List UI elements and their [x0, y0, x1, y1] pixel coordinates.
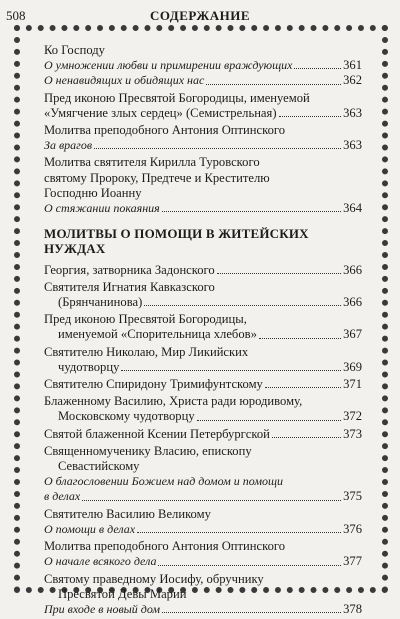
page-number-ref: 377 — [343, 554, 362, 569]
page-number-ref: 375 — [343, 489, 362, 504]
dot-leader — [217, 273, 341, 274]
entry-title-line: Святителю Николаю, Мир Ликийских — [44, 344, 249, 359]
toc-entry — [44, 507, 362, 537]
entry-title-line: Святому праведному Иосифу, обручнику — [44, 571, 264, 586]
page-number-ref: 376 — [343, 521, 362, 536]
page-number-ref: 363 — [343, 138, 362, 153]
subentry-text: О начале всякого дела — [44, 554, 157, 569]
toc-subentry-row — [44, 73, 362, 88]
page-number-ref: 361 — [343, 58, 362, 73]
toc-entry-row — [44, 377, 362, 392]
entry-text: именуемой «Спорительница хлебов» — [58, 327, 257, 342]
page-number: 508 — [6, 8, 26, 23]
subentry-text: За врагов — [44, 138, 93, 153]
toc-entry-row — [44, 409, 362, 424]
toc-entry — [44, 263, 362, 278]
page-number-ref: 366 — [343, 262, 362, 277]
entry-text: Святителю Спиридону Тримифунтскому — [44, 377, 263, 392]
entry-title-line: Молитва преподобного Антония Оптинского — [44, 539, 286, 554]
dot-leader — [144, 305, 341, 306]
dot-leader — [162, 612, 341, 613]
dot-leader — [137, 532, 341, 533]
page-number-ref: 363 — [343, 105, 362, 120]
entry-title-line: Священномученику Власию, епископу — [44, 443, 252, 458]
entry-title-line: Святителя Игнатия Кавказского — [44, 279, 215, 294]
page-header — [0, 6, 400, 26]
dot-leader — [158, 565, 341, 566]
entry-title-line: Блаженному Василию, Христа ради юродивому, — [44, 394, 303, 409]
entry-title-line: Молитва святителя Кирилла Туровского — [44, 155, 260, 170]
toc-entry-row — [44, 427, 362, 442]
toc-entry — [44, 91, 362, 121]
toc-subentry-row — [44, 138, 362, 153]
dot-leader — [272, 437, 341, 438]
page-number-ref: 362 — [343, 73, 362, 88]
toc-entry — [44, 394, 362, 424]
page-number-ref: 367 — [343, 327, 362, 342]
toc-entry — [44, 427, 362, 442]
subentry-text: О ненавидящих и обидящих нас — [44, 73, 205, 88]
dot-leader — [94, 148, 341, 149]
toc-subentry-row — [44, 201, 362, 216]
toc-entry — [44, 572, 362, 618]
dot-leader — [259, 338, 341, 339]
subentry-text: в делах — [44, 489, 81, 504]
page-number-ref: 371 — [343, 377, 362, 392]
page-number-ref: 364 — [343, 201, 362, 216]
entry-title-line: Севастийскому — [58, 459, 140, 474]
toc-entry — [44, 539, 362, 569]
page-number-ref: 372 — [343, 409, 362, 424]
entry-title-line: Молитва преподобного Антония Оптинского — [44, 123, 286, 138]
dot-leader — [294, 68, 341, 69]
page-number-ref: 378 — [343, 601, 362, 616]
section-heading: МОЛИТВЫ О ПОМОЩИ В ЖИТЕЙСКИХ НУЖДАХ — [44, 226, 309, 257]
dot-leader — [206, 84, 341, 85]
subentry-text: О умножении любви и примирении враждующих — [44, 58, 293, 73]
toc-entry — [44, 155, 362, 216]
dot-leader — [162, 211, 341, 212]
page-number-ref: 366 — [343, 295, 362, 310]
dot-leader — [197, 420, 341, 421]
table-of-contents — [44, 43, 362, 619]
toc-entry — [44, 444, 362, 505]
subentry-text: При входе в новый дом — [44, 601, 161, 616]
dot-leader — [82, 500, 341, 501]
entry-title-line: Святителю Василию Великому — [44, 506, 211, 521]
entry-text: (Брянчанинова) — [58, 295, 143, 310]
toc-entry-row — [44, 327, 362, 342]
toc-entry-row — [44, 263, 362, 278]
toc-entry — [44, 43, 362, 89]
subentry-text: О помощи в делах — [44, 521, 136, 536]
toc-subentry-row — [44, 554, 362, 569]
entry-text: чудотворцу — [58, 359, 120, 374]
toc-entry-row — [44, 295, 362, 310]
toc-entry — [44, 280, 362, 310]
entry-text: Московскому чудотворцу — [58, 409, 195, 424]
dot-leader — [265, 387, 341, 388]
subentry-text: О стяжании покаяния — [44, 201, 160, 216]
entry-text: Георгия, затворника Задонского — [44, 262, 215, 277]
page-number-ref: 373 — [343, 426, 362, 441]
toc-subentry-row — [44, 489, 362, 504]
entry-text: Святой блаженной Ксении Петербургской — [44, 426, 270, 441]
toc-entry — [44, 377, 362, 392]
entry-title-line: Господню Иоанну — [44, 185, 142, 200]
page-number-ref: 369 — [343, 359, 362, 374]
toc-top-list — [44, 43, 362, 216]
toc-subentry-row — [44, 474, 362, 489]
toc-subentry-row — [44, 58, 362, 73]
toc-subentry-row — [44, 522, 362, 537]
dot-leader — [279, 116, 342, 117]
entry-title-line: Пред иконою Пресвятой Богородицы, именуемой — [44, 90, 310, 105]
running-title: СОДЕРЖАНИЕ — [149, 8, 251, 23]
toc-entry-row — [44, 106, 362, 121]
toc-entry — [44, 312, 362, 342]
toc-entry — [44, 123, 362, 153]
entry-title-line: Ко Господу — [44, 43, 105, 57]
toc-subentry-row — [44, 602, 362, 617]
entry-title-line: Пред иконою Пресвятой Богородицы, — [44, 312, 247, 327]
toc-bottom-list — [44, 263, 362, 617]
toc-entry — [44, 345, 362, 375]
dot-leader — [121, 370, 341, 371]
toc-entry-row — [44, 360, 362, 375]
subentry-text: О благословении Божием над домом и помощи — [44, 474, 284, 489]
entry-title-line: святому Пророку, Предтече и Крестителю — [44, 170, 270, 185]
entry-text: «Умягчение злых сердец» (Семистрельная) — [44, 105, 277, 120]
entry-title-line: Пресвятой Девы Марии — [58, 586, 187, 601]
